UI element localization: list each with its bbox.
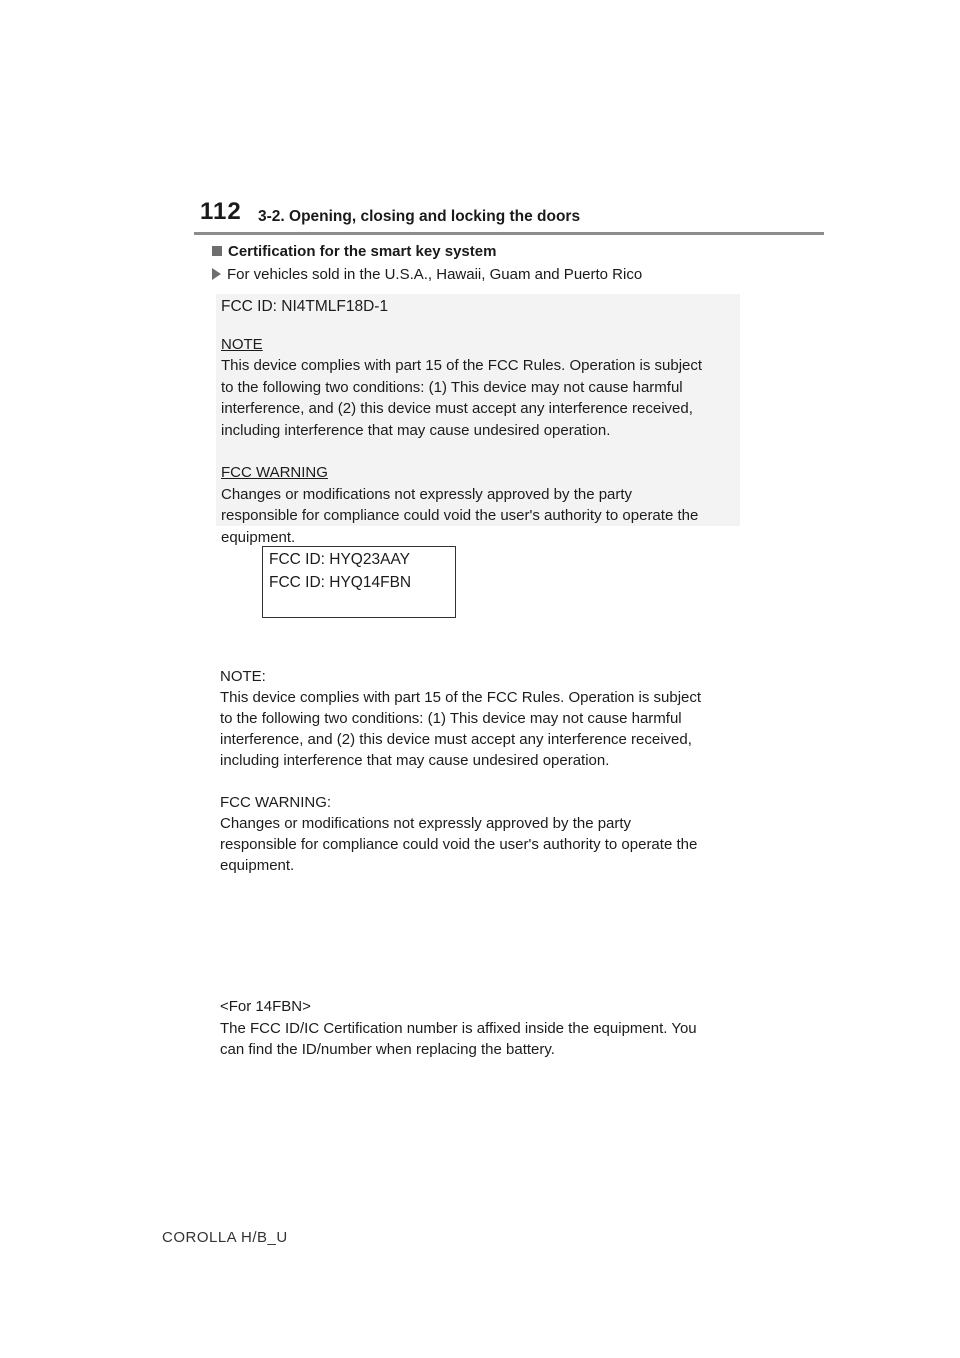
- model-code: COROLLA H/B_U: [162, 1229, 288, 1246]
- note-line: to the following two conditions: (1) This device may not cause harmful: [221, 378, 683, 396]
- warning-line: responsible for compliance could void the user's authority to operate the: [220, 836, 698, 853]
- square-bullet-icon: [212, 246, 222, 256]
- region-note: [212, 266, 642, 283]
- warning-line: responsible for compliance could void the user's authority to operate the: [221, 507, 699, 524]
- section-title: 3-2. Opening, closing and locking the doors: [258, 208, 581, 225]
- warning-line: equipment.: [221, 528, 296, 546]
- triangle-bullet-icon: [212, 268, 221, 280]
- subheading: [212, 243, 496, 260]
- warning-line: Changes or modifications not expressly approved by the party: [221, 485, 633, 503]
- fcc-id-box: [262, 546, 456, 618]
- second-label: [220, 666, 744, 876]
- page-number: 112: [200, 198, 242, 225]
- fcc-id-main: FCC ID: NI4TMLF18D-1: [221, 298, 389, 315]
- certification-label-scan: [216, 294, 740, 546]
- footnote-line: can find the ID/number when replacing the battery.: [220, 1041, 555, 1058]
- warning-heading: FCC WARNING: [221, 464, 328, 481]
- fcc-id-line: FCC ID: HYQ23AAY: [269, 551, 410, 568]
- note-line: including interference that may cause undesired operation.: [221, 421, 611, 439]
- note-line: This device complies with part 15 of the FCC Rules. Operation is subject: [220, 689, 702, 706]
- fcc-id-line: FCC ID: HYQ14FBN: [269, 574, 412, 591]
- note-line: This device complies with part 15 of the FCC Rules. Operation is subject: [221, 357, 703, 374]
- note-line: including interference that may cause undesired operation.: [220, 752, 610, 769]
- note-line: to the following two conditions: (1) This device may not cause harmful: [220, 710, 682, 727]
- note-line: interference, and (2) this device must accept any interference received,: [220, 731, 692, 748]
- footnote-line: The FCC ID/IC Certification number is affixed inside the equipment. You: [220, 1019, 697, 1037]
- warning-line: equipment.: [220, 857, 295, 874]
- warning-line: Changes or modifications not expressly approved by the party: [220, 815, 632, 832]
- warning-heading: FCC WARNING:: [220, 794, 332, 811]
- note-heading: NOTE: [221, 335, 263, 353]
- note-heading: NOTE:: [220, 668, 266, 685]
- footnote-heading: <For 14FBN>: [220, 998, 311, 1015]
- header-rule: [194, 232, 824, 235]
- note-line: interference, and (2) this device must accept any interference received,: [221, 400, 693, 417]
- subheading-text: Certification for the smart key system: [228, 243, 497, 260]
- footnote: [220, 996, 744, 1061]
- region-note-text: For vehicles sold in the U.S.A., Hawaii, Guam and Puerto Rico: [227, 266, 643, 283]
